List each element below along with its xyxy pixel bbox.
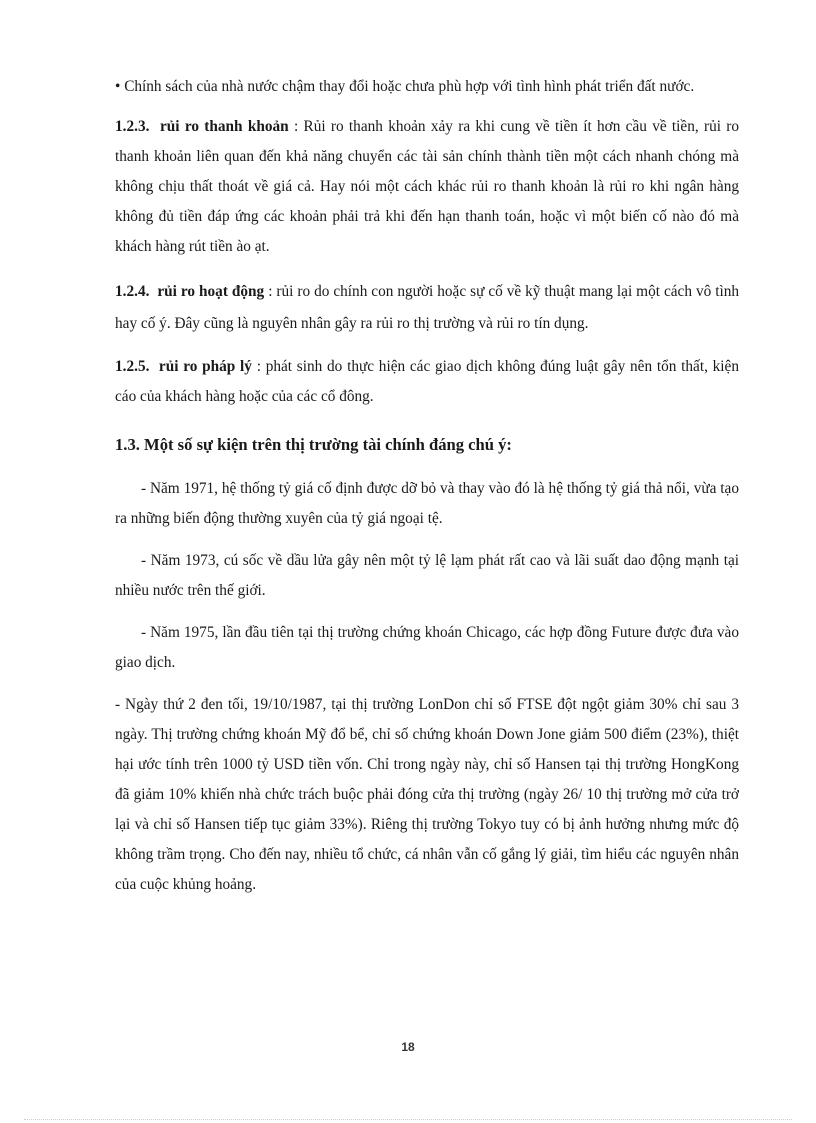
- section-number: 1.2.3.: [115, 118, 150, 135]
- event-paragraph-1987: - Ngày thứ 2 đen tối, 19/10/1987, tại thị trường LonDon chỉ số FTSE đột ngột giảm 30% chỉ sau 3 ngày. Thị trường chứng khoán Mỹ đổ bể, chỉ số chứng khoán Down Jone giảm 500 điểm (23%), thiệt hại ước tính trên 1000 tỷ USD tiền vốn. Chỉ trong ngày này, chỉ số Hansen tại thị trường HongKong đã giảm 10% khiến nhà chức trách buộc phải đóng cửa thị trường (ngày 26/ 10 thị trường mở cửa trở lại và chỉ số Hansen tiếp tục giảm 33%). Riêng thị trường Tokyo tuy có bị ảnh hưởng nhưng mức độ không trầm trọng. Cho đến nay, nhiều tổ chức, cá nhân vẫn cố gắng lý giải, tìm hiểu các nguyên nhân của cuộc khủng hoảng.: [115, 696, 739, 893]
- section-title: rủi ro hoạt động: [157, 283, 265, 300]
- section-number: 1.2.4.: [115, 283, 150, 300]
- section-number: 1.2.5.: [115, 358, 150, 375]
- bullet-text: Chính sách của nhà nước chậm thay đổi hoặc chưa phù hợp với tình hình phát triển đất nước.: [124, 78, 695, 95]
- page-bottom-divider: [24, 1119, 792, 1120]
- section-body: : rủi ro do chính con người hoặc sự cố về kỹ thuật mang lại một cách vô tình hay cố ý. Đây cũng là nguyên nhân gây ra rủi ro thị trường và rủi ro tín dụng.: [115, 283, 740, 332]
- section-body: : phát sinh do thực hiện các giao dịch không đúng luật gây nên tổn thất, kiện cáo của khách hàng hoặc của các cổ đông.: [115, 358, 739, 405]
- event-paragraph-1975: - Năm 1975, lần đầu tiên tại thị trường chứng khoán Chicago, các hợp đồng Future được đưa vào giao dịch.: [115, 624, 739, 671]
- event-paragraph-1971: - Năm 1971, hệ thống tỷ giá cố định được dỡ bỏ và thay vào đó là hệ thống tỷ giá thả nổi, vừa tạo ra những biến động thường xuyên của tỷ giá ngoại tệ.: [115, 480, 739, 527]
- section-1-2-5: [115, 352, 739, 412]
- event-paragraph-1973: - Năm 1973, cú sốc về dầu lửa gây nên một tỷ lệ lạm phát rất cao và lãi suất dao động mạnh tại nhiều nước trên thế giới.: [115, 552, 739, 599]
- section-body: : Rủi ro thanh khoản xảy ra khi cung về tiền ít hơn cầu về tiền, rủi ro thanh khoản liên quan đến khả năng chuyển các tài sản chính thành tiền một cách nhanh chóng mà không chịu thất thoát về giá cả. Hay nói một cách khác rủi ro thanh khoản là rủi ro khi ngân hàng không đủ tiền đáp ứng các khoản phải trả khi đến hạn thanh toán, hoặc vì một biến cố nào đó mà khách hàng rút tiền ào ạt.: [115, 118, 739, 255]
- page-number: 18: [401, 1040, 415, 1054]
- bullet-marker: •: [115, 78, 121, 95]
- section-1-2-3: [115, 112, 739, 262]
- section-heading-1-3: 1.3. Một số sự kiện trên thị trường tài chính đáng chú ý:: [115, 435, 512, 454]
- page-content: [115, 72, 739, 900]
- section-title: rủi ro thanh khoản: [160, 118, 289, 135]
- section-title: rủi ro pháp lý: [158, 358, 252, 375]
- section-1-2-4: [115, 276, 739, 340]
- bullet-paragraph-policy: [115, 72, 739, 102]
